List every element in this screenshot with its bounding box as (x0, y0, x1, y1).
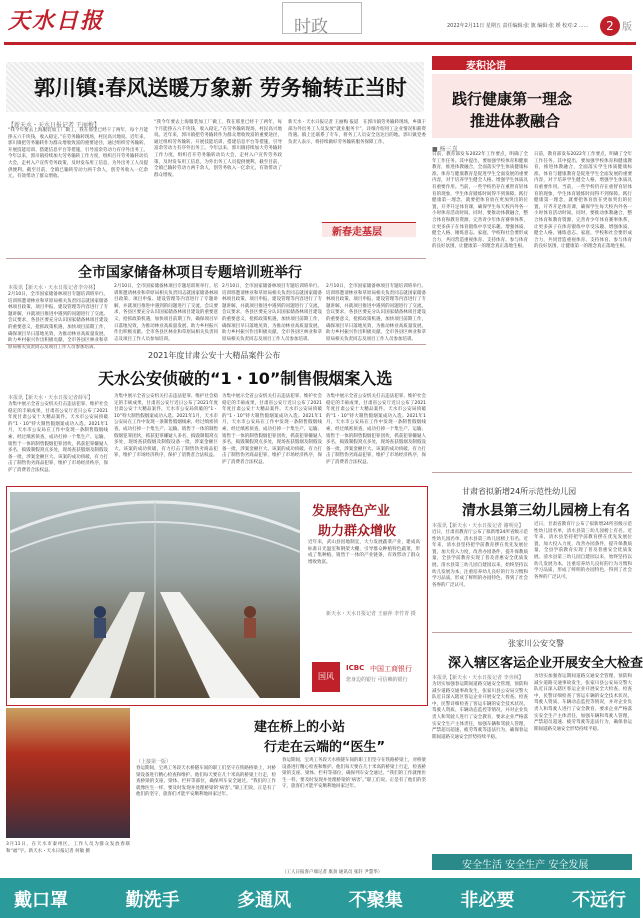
editorial-banner (432, 56, 632, 70)
masthead-rule (4, 42, 636, 45)
editorial-body-col2: 日前，教育部发布2022年工作要点，明确了全年工作任务。其中提出，要加强学校体育和健康教育，推进体教融合，全面落实学生体质健康标准。体育与健康教育是促进学生全面发展的重要内容，对于培养学生健全人格、增强学生体质具有重要作用。当前，一些学校仍存在重智育轻体育的现象，学生体育锻炼时间得不到保障。践行健康第一理念，就要把体育放在更加突出的位置，开齐开足体育课，确保学生每天校内外各一小时体育活动时间。同时，要推动体教融合，整合体育和教育资源，完善青少年体育赛事体系，让更多孩子在体育锻炼中享受乐趣、增强体质、健全人格、锤炼意志。家庭、学校和社会要形成合力，共同营造重视体育、支持体育、参与体育的良好氛围，让健康第一的理念真正落地生根。 (534, 152, 632, 250)
editorial-body: 日前，教育部发布2022年工作要点，明确了全年工作任务。其中提出，要加强学校体育和健康教育，推进体教融合，全面落实学生体质健康标准。体育与健康教育是促进学生全面发展的重要内容，对于培养学生健全人格、增强学生体质具有重要作用。当前，一些学校仍存在重智育轻体育的现象，学生体育锻炼时间得不到保障。践行健康第一理念，就要把体育放在更加突出的位置，开齐开足体育课，确保学生每天校内外各一小时体育活动时间。同时，要推动体教融合，整合体育和教育资源，完善青少年体育赛事体系，让更多孩子在体育锻炼中享受乐趣、增强体质、健全人格、锤炼意志。家庭、学校和社会要形成合力，共同营造重视体育、支持体育、参与体育的良好氛围，让健康第一的理念真正落地生根。 (432, 152, 528, 250)
photo-caption: 3月11日，在天水市秦州区，工作人员为群众发放春联和“福”字。新天水・天水日报记者 何敏 摄 (6, 842, 130, 854)
bridge-body-col2: 春运期间，宝鸡工务段天水桥隧车间的职工们坚守在铁路桥梁上，对桥梁设备进行精心检查和维护。他们每天要在几十米高的桥梁上行走，检查桥梁的支座、梁体、栏杆等部位，确保列车安全通过。“我们的工作就像医生一样，要及时发现并处理桥梁的‘病害’。”职工们说。正是有了他们的坚守，旅客们才能平安顺利地回家过年。 (282, 758, 426, 790)
bridge-headline-2: 行走在云端的“医生” (264, 740, 386, 755)
newspaper-name: 天水日报 (8, 8, 105, 34)
slogan-item: 戴口罩 (14, 890, 68, 911)
police-body-col2: 为切实加强春运期间道路交通安全管理，预防和减少道路交通事故发生，张家川县公安局交警大队近日深入辖区客运企业开展安全大检查。检查中，民警详细检查了客运车辆的安全技术状况、驾驶人资质、车辆动态监控等情况，并对企业负责人和驾驶人进行了安全教育，要求企业严格落实安全生产主体责任，加强车辆和驾驶人管理，严禁超员超速、疲劳驾驶等违法行为，确保春运期间道路交通安全形势持续平稳。 (534, 674, 632, 732)
tobacco-body-col2: 为集中展示全省公安机关打击违法犯罪、维护社会稳定的丰硕成果，甘肃省公安厅近日公布了2021年度甘肃公安十大精品案件。天水市公安局侦破的“1・10”特大制售假烟案成功入选。2021年1月，天水市公安局在工作中发现一条制售假烟线索，经过缜密侦查，成功打掉一个集生产、运输、销售于一体的制售假烟犯罪团伙，抓获犯罪嫌疑人多名，捣毁制假窝点多处，现场查获假烟及制假设备一批，涉案金额巨大。该案的成功侦破，有力打击了制售伪劣商品犯罪，维护了市场经济秩序，保护了消费者合法权益。 (114, 394, 218, 459)
bank-brand: ICBC (346, 664, 365, 672)
dateline: 2022年2月11日 星期五 责任编辑:张 旗 编辑:张 媛 校对:2 …… (447, 23, 589, 29)
police-slogan: 安全生活 安全生产 安全发展 (462, 860, 589, 871)
page-label: 版 (622, 22, 632, 33)
training-byline: 本报讯【新天水・天水日报记者李旁林】 (8, 285, 99, 291)
bridge-dateline: （上接第一版） (136, 759, 172, 765)
kg-body: 近日，甘肃省教育厅公布了拟新增24所省级示范性幼儿园名单，清水县第三幼儿园榜上有名。近年来，清水县坚持把学前教育摆在优先发展位置，加大投入力度，改善办园条件，提升保教质量，全县学前教育实现了普及普惠安全优质发展。清水县第三幼儿园自建园以来，始终坚持以幼儿发展为本，注重培养幼儿良好的行为习惯和学习品质，形成了鲜明的办园特色，得到了社会各界的广泛认可。 (432, 530, 528, 588)
editorial-headline-1: 践行健康第一理念 (452, 90, 573, 108)
bridge-credit: （工人日报客户端记者 康劲 通讯员 张轩 尹慧华） (282, 870, 383, 875)
police-byline: 本报讯【新天水・天水日报记者 李旁林】 (432, 675, 524, 681)
police-headline: 深入辖区客运企业开展安全大检查 (448, 656, 643, 671)
slogan-item: 不远行 (571, 890, 626, 911)
slogan-item: 非必要 (460, 890, 515, 911)
kg-kicker: 甘肃省拟新增24所示范性幼儿园 (462, 487, 577, 496)
greenhouse-illustration (10, 492, 300, 698)
tobacco-body-col3: 为集中展示全省公安机关打击违法犯罪、维护社会稳定的丰硕成果，甘肃省公安厅近日公布了2021年度甘肃公安十大精品案件。天水市公安局侦破的“1・10”特大制售假烟案成功入选。2021年1月，天水市公安局在工作中发现一条制售假烟线索，经过缜密侦查，成功打掉一个集生产、运输、销售于一体的制售假烟犯罪团伙，抓获犯罪嫌疑人多名，捣毁制假窝点多处，现场查获假烟及制假设备一批，涉案金额巨大。该案的成功侦破，有力打击了制售伪劣商品犯罪，维护了市场经济秩序，保护了消费者合法权益。 (222, 394, 322, 465)
lead-body-col3: 新天水・天水日报记者 王丽梅 报道 在郭川镇劳务输转现场，乡镇干部为外出务工人员发放“就业服务卡”，详细介绍用工企业情况和薪资待遇。镇上还联系了专车，将务工人员安全送达目的地。郭川镇党委负责人表示，将持续做好劳务输转服务保障工作。 (288, 120, 426, 145)
ad-body: 近年来，武山县因地制宜，大力发展蔬菜产业，建成高标准日光温室和钢架大棚，引导群众种植特色蔬菜，形成了集种植、销售于一体的产业链条，有效带动了群众增收致富。 (308, 540, 420, 565)
training-body: 2月10日，全市国家储备林项目专题培训班举行。培训班邀请林业和草原局相关负责同志就国家储备林项目政策、项目申报、建设管理等内容进行了专题讲解，并就项目推进中遇到的问题进行了交流。会议要求，各县区要充分认识国家储备林项目建设的重要意义，抢抓政策机遇，加快项目前期工作，确保项目早日落地见效，为推动林业高质量发展、助力乡村振兴作出积极贡献。全市各县区林业和草原局相关负责同志及项目工作人员参加培训。 (8, 292, 108, 350)
kg-byline: 本报讯【新天水・天水日报记者 谢明亮】 (432, 523, 524, 529)
kg-headline: 清水县第三幼儿园榜上有名 (462, 503, 630, 519)
ad-credit: 新天水・天水日报记者 王丽萍 李竹青 摄 (326, 611, 416, 617)
tobacco-byline: 本报讯【新天水・天水日报记者薛军】 (8, 395, 94, 401)
editorial-section: 麦积论语 (466, 61, 506, 72)
lead-byline: 【新天水・天水日报记者 王丽梅】 (8, 122, 100, 129)
tobacco-body: 为集中展示全省公安机关打击违法犯罪、维护社会稳定的丰硕成果，甘肃省公安厅近日公布了2021年度甘肃公安十大精品案件。天水市公安局侦破的“1・10”特大制售假烟案成功入选。2021年1月，天水市公安局在工作中发现一条制售假烟线索，经过缜密侦查，成功打掉一个集生产、运输、销售于一体的制售假烟犯罪团伙，抓获犯罪嫌疑人多名，捣毁制假窝点多处，现场查获假烟及制假设备一批，涉案金额巨大。该案的成功侦破，有力打击了制售伪劣商品犯罪，维护了市场经济秩序，保护了消费者合法权益。 (8, 402, 108, 473)
police-kicker: 张家川公安交警 (508, 639, 564, 648)
ad-title-1: 发展特色产业 (312, 504, 391, 519)
section-title: 时政 (294, 17, 328, 37)
police-body: 为切实加强春运期间道路交通安全管理，预防和减少道路交通事故发生，张家川县公安局交警大队近日深入辖区客运企业开展安全大检查。检查中，民警详细检查了客运车辆的安全技术状况、驾驶人资质、车辆动态监控等情况，并对企业负责人和驾驶人进行了安全教育，要求企业严格落实安全生产主体责任，加强车辆和驾驶人管理，严禁超员超速、疲劳驾驶等违法行为，确保春运期间道路交通安全形势持续平稳。 (432, 682, 528, 740)
editorial-headline-2: 推进体教融合 (470, 112, 561, 130)
tobacco-body-col4: 为集中展示全省公安机关打击违法犯罪、维护社会稳定的丰硕成果，甘肃省公安厅近日公布了2021年度甘肃公安十大精品案件。天水市公安局侦破的“1・10”特大制售假烟案成功入选。2021年1月，天水市公安局在工作中发现一条制售假烟线索，经过缜密侦查，成功打掉一个集生产、运输、销售于一体的制售假烟犯罪团伙，抓获犯罪嫌疑人多名，捣毁制假窝点多处，现场查获假烟及制假设备一批，涉案金额巨大。该案的成功侦破，有力打击了制售伪劣商品犯罪，维护了市场经济秩序，保护了消费者合法权益。 (326, 394, 426, 465)
training-body-col3: 2月10日，全市国家储备林项目专题培训班举行。培训班邀请林业和草原局相关负责同志就国家储备林项目政策、项目申报、建设管理等内容进行了专题讲解，并就项目推进中遇到的问题进行了交流。会议要求，各县区要充分认识国家储备林项目建设的重要意义，抢抓政策机遇，加快项目前期工作，确保项目早日落地见效，为推动林业高质量发展、助力乡村振兴作出积极贡献。全市各县区林业和草原局相关负责同志及项目工作人员参加培训。 (222, 284, 322, 342)
bridge-headline-1: 建在桥上的小站 (254, 720, 346, 735)
bank-name: 中国工商银行 (370, 665, 412, 673)
bridge-body: 春运期间，宝鸡工务段天水桥隧车间的职工们坚守在铁路桥梁上，对桥梁设备进行精心检查和维护。他们每天要在几十米高的桥梁上行走，检查桥梁的支座、梁体、栏杆等部位，确保列车安全通过。“我们的工作就像医生一样，要及时发现并处理桥梁的‘病害’。”职工们说。正是有了他们的坚守，旅客们才能平安顺利地回家过年。 (136, 766, 276, 798)
kg-body-col2: 近日，甘肃省教育厅公布了拟新增24所省级示范性幼儿园名单，清水县第三幼儿园榜上有名。近年来，清水县坚持把学前教育摆在优先发展位置，加大投入力度，改善办园条件，提升保教质量，全县学前教育实现了普及普惠安全优质发展。清水县第三幼儿园自建园以来，始终坚持以幼儿发展为本，注重培养幼儿良好的行为习惯和学习品质，形成了鲜明的办园特色，得到了社会各界的广泛认可。 (534, 522, 632, 580)
event-photo (6, 708, 130, 838)
ad-title-2: 助力群众增收 (318, 524, 397, 539)
lead-headline: 郭川镇:春风送暖万象新 劳务输转正当时 (34, 76, 407, 100)
page-number: 2 (600, 16, 620, 36)
editorial-author: ■ 杨三喜 (432, 146, 458, 153)
divider (432, 632, 632, 633)
divider (6, 258, 426, 259)
tobacco-kicker: 2021年度甘肃公安十大精品案件公布 (148, 351, 281, 360)
divider (432, 472, 632, 473)
training-body-col2: 2月10日，全市国家储备林项目专题培训班举行。培训班邀请林业和草原局相关负责同志就国家储备林项目政策、项目申报、建设管理等内容进行了专题讲解，并就项目推进中遇到的问题进行了交流。会议要求，各县区要充分认识国家储备林项目建设的重要意义，抢抓政策机遇，加快项目前期工作，确保项目早日落地见效，为推动林业高质量发展、助力乡村振兴作出积极贡献。全市各县区林业和草原局相关负责同志及项目工作人员参加培训。 (114, 284, 218, 342)
divider (6, 344, 426, 345)
training-headline: 全市国家储备林项目专题培训班举行 (78, 265, 302, 281)
sidebar-title: 新春走基层 (332, 227, 382, 238)
greenhouse-photo (10, 492, 300, 698)
bank-slogan: 您身边的银行 可信赖的银行 (346, 677, 408, 683)
slogan-item: 多通风 (237, 890, 292, 911)
training-body-col4: 2月10日，全市国家储备林项目专题培训班举行。培训班邀请林业和草原局相关负责同志就国家储备林项目政策、项目申报、建设管理等内容进行了专题讲解，并就项目推进中遇到的问题进行了交流。会议要求，各县区要充分认识国家储备林项目建设的重要意义，抢抓政策机遇，加快项目前期工作，确保项目早日落地见效，为推动林业高质量发展、助力乡村振兴作出积极贡献。全市各县区林业和草原局相关负责同志及项目工作人员参加培训。 (326, 284, 426, 342)
slogan-item: 不聚集 (348, 890, 403, 911)
slogan-item: 勤洗手 (125, 890, 180, 911)
stamp-seal: 国风 (312, 662, 340, 692)
footer-slogans (14, 886, 626, 912)
lead-body: “我今年要去上海服装加工厂做工，我在那里已经干了两年，每个月能挣五六千块钱，收入稳定。”在劳务输转现场，村民高兴地说。近年来，郭川镇把劳务输转作为群众增收致富的重要途径，通过组织劳务输转、开展技能培训、搭建信息平台等措施，引导富余劳动力有序外出务工。今年以来，郭川镇持续加大劳务输转工作力度，组织召开劳务输转动员大会，走村入户宣传劳务政策，及时发布用工信息，为外出务工人员提供便利。截至目前，全镇已输转劳动力两千余人，创劳务收入一亿余元，有效带动了群众增收。 (8, 128, 148, 180)
lead-body-col2: “我今年要去上海服装加工厂做工，我在那里已经干了两年，每个月能挣五六千块钱，收入稳定。”在劳务输转现场，村民高兴地说。近年来，郭川镇把劳务输转作为群众增收致富的重要途径，通过组织劳务输转、开展技能培训、搭建信息平台等措施，引导富余劳动力有序外出务工。今年以来，郭川镇持续加大劳务输转工作力度，组织召开劳务输转动员大会，走村入户宣传劳务政策，及时发布用工信息，为外出务工人员提供便利。截至目前，全镇已输转劳动力两千余人，创劳务收入一亿余元，有效带动了群众增收。 (154, 120, 282, 178)
tobacco-headline: 天水公安侦破的“1・10”制售假烟案入选 (98, 369, 393, 388)
